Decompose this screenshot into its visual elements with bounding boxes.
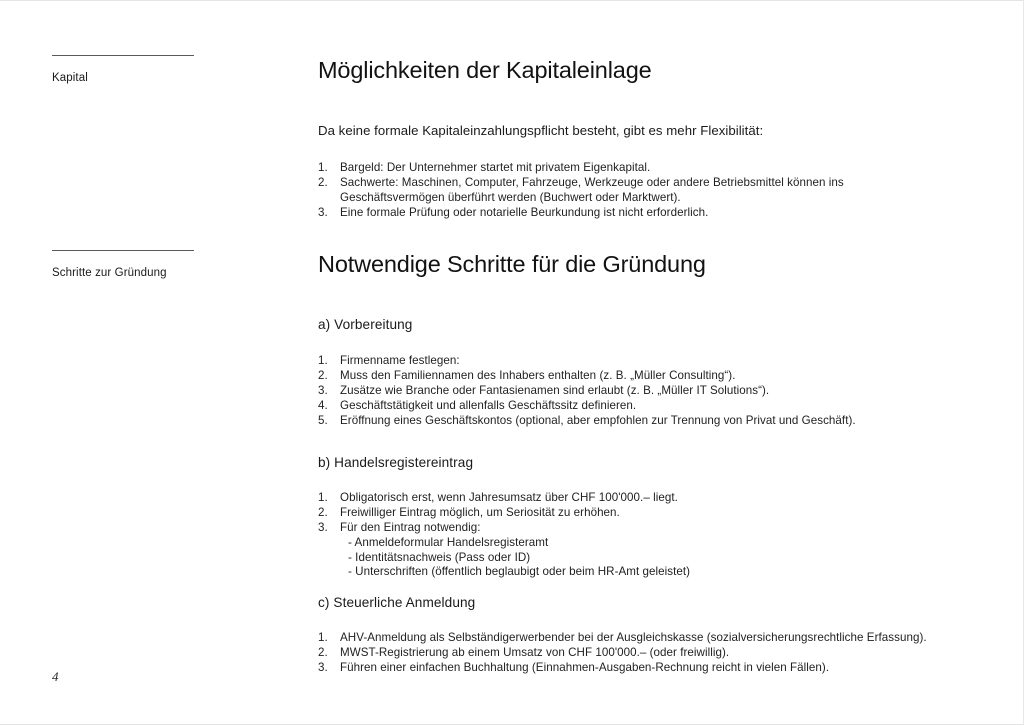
list-item-text: MWST-Registrierung ab einem Umsatz von CHF 100'000.– (oder freiwillig). <box>340 646 730 660</box>
list-item <box>318 384 918 399</box>
list-item-text: Obligatorisch erst, wenn Jahresumsatz über CHF 100'000.– liegt. <box>340 491 678 504</box>
sub-line: - Unterschriften (öffentlich beglaubigt oder beim HR-Amt geleistet) <box>348 565 691 579</box>
section-heading-kapitaleinlage: Möglichkeiten der Kapitaleinlage <box>318 57 652 83</box>
list-item <box>318 521 878 580</box>
margin-note-kapital <box>52 55 194 85</box>
list-item-text: Freiwilliger Eintrag möglich, um Seriosität zu erhöhen. <box>340 506 620 520</box>
list-item-number: 1. <box>318 161 328 174</box>
list-item <box>318 491 878 506</box>
list-item-number: 3. <box>318 661 328 675</box>
list-item-number: 2. <box>318 646 328 660</box>
list-item-number: 2. <box>318 369 328 383</box>
list-item-text: Bargeld: Der Unternehmer startet mit privatem Eigenkapital. <box>340 161 651 174</box>
list-item-number: 1. <box>318 354 328 367</box>
section-intro-paragraph: Da keine formale Kapitaleinzahlungspflicht besteht, gibt es mehr Flexibilität: <box>318 123 764 138</box>
list-item-text: Eine formale Prüfung oder notarielle Beurkundung ist nicht erforderlich. <box>340 205 709 219</box>
subsection-heading-handelsregistereintrag: b) Handelsregistereintrag <box>318 455 474 470</box>
list-item <box>318 646 938 661</box>
margin-rule <box>52 55 194 56</box>
list-item <box>318 506 878 521</box>
list-item-number: 2. <box>318 506 328 520</box>
sub-line-group <box>340 536 878 580</box>
list-item <box>318 354 918 369</box>
list-item-number: 3. <box>318 521 328 535</box>
list-item-number: 1. <box>318 631 328 644</box>
list-item-text: Für den Eintrag notwendig: <box>340 521 481 535</box>
subsection-heading-steuerliche-anmeldung: c) Steuerliche Anmeldung <box>318 595 476 610</box>
list-item-text: Firmenname festlegen: <box>340 354 460 367</box>
subsection-heading-vorbereitung: a) Vorbereitung <box>318 317 413 332</box>
list-item <box>318 206 878 221</box>
margin-rule <box>52 250 194 251</box>
list-item <box>318 399 918 414</box>
list-item-number: 3. <box>318 205 328 219</box>
list-item-text: Sachwerte: Maschinen, Computer, Fahrzeuge, Werkzeuge oder andere Betriebsmittel können ins Geschäftsvermögen überführt werden (Buchwert oder Marktwert). <box>340 176 844 204</box>
section-heading-schritte: Notwendige Schritte für die Gründung <box>318 251 706 277</box>
list-item-text: Zusätze wie Branche oder Fantasienamen sind erlaubt (z. B. „Müller IT Solutions“). <box>340 384 770 398</box>
margin-label-schritte: Schritte zur Gründung <box>52 267 167 279</box>
list-item <box>318 176 878 205</box>
list-item-text: Muss den Familiennamen des Inhabers enthalten (z. B. „Müller Consulting“). <box>340 369 736 383</box>
margin-column <box>52 1 252 724</box>
list-item-text: AHV-Anmeldung als Selbständigerwerbender bei der Ausgleichskasse (sozialversicherungsrechtliche Erfassung). <box>340 631 927 644</box>
list-steuerliche-anmeldung <box>318 631 938 676</box>
list-item-number: 5. <box>318 414 328 428</box>
list-item-number: 2. <box>318 176 328 190</box>
list-item-number: 3. <box>318 384 328 398</box>
list-item <box>318 414 918 429</box>
list-kapitaleinlage <box>318 161 878 221</box>
list-item-text: Eröffnung eines Geschäftskontos (optional, aber empfohlen zur Trennung von Privat und Geschäft). <box>340 414 856 428</box>
list-item <box>318 161 878 176</box>
list-item <box>318 661 938 676</box>
sub-line: - Anmeldeformular Handelsregisteramt <box>348 535 549 549</box>
list-item-number: 4. <box>318 399 328 413</box>
list-item-text: Führen einer einfachen Buchhaltung (Einnahmen-Ausgaben-Rechnung reicht in vielen Fällen). <box>340 661 830 675</box>
list-handelsregistereintrag <box>318 491 878 581</box>
page-number: 4 <box>52 669 59 684</box>
sub-line: - Identitätsnachweis (Pass oder ID) <box>348 550 531 564</box>
list-vorbereitung <box>318 354 918 429</box>
margin-label-kapital: Kapital <box>52 72 88 84</box>
margin-note-schritte <box>52 250 194 280</box>
list-item <box>318 369 918 384</box>
list-item-text: Geschäftstätigkeit und allenfalls Geschäftssitz definieren. <box>340 399 637 413</box>
list-item <box>318 631 938 646</box>
list-item-number: 1. <box>318 491 328 504</box>
